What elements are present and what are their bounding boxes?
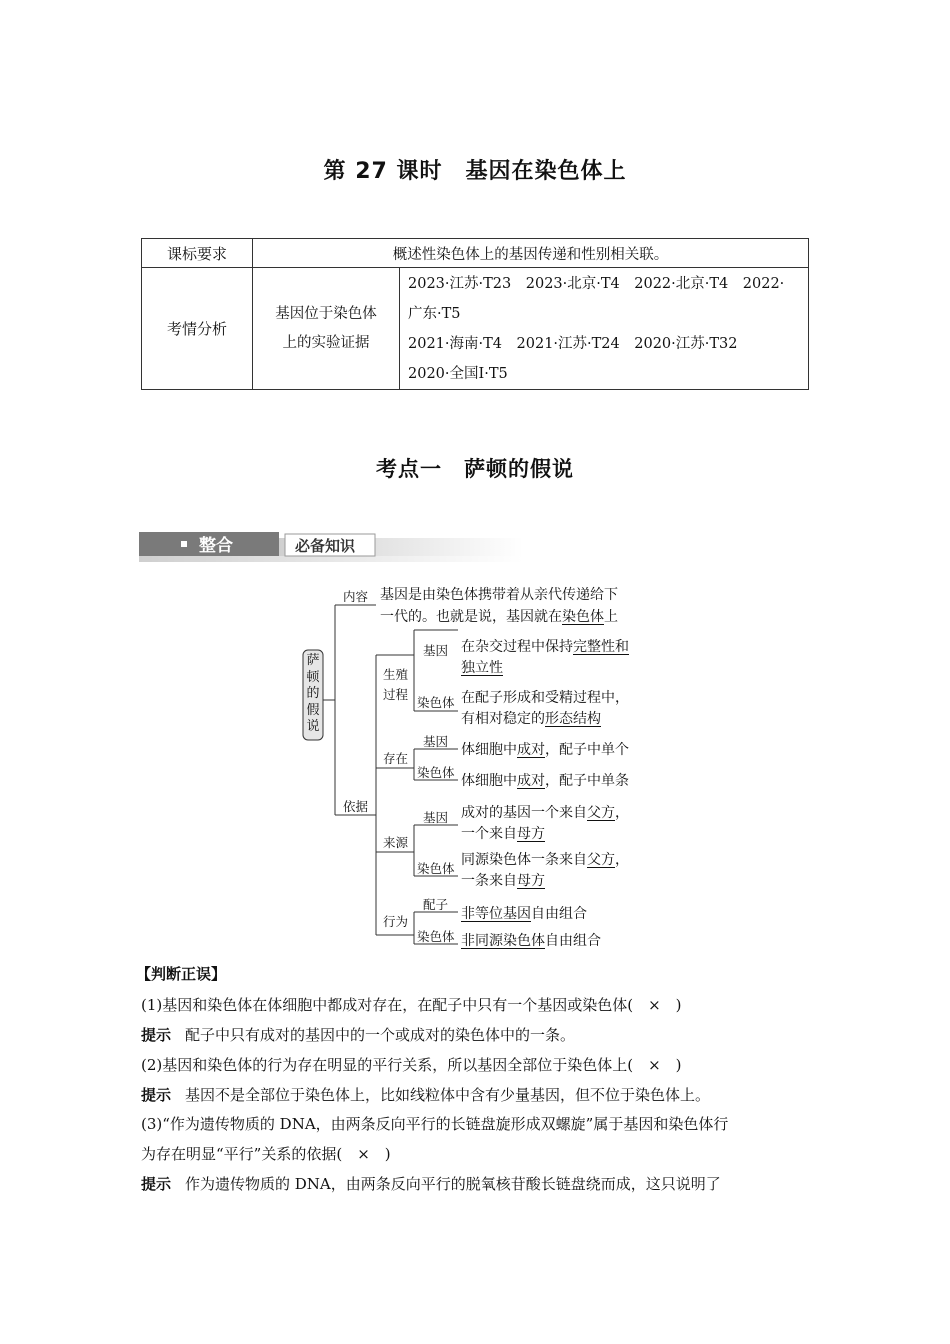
- source-gene-line2: 一个来自母方: [461, 826, 545, 842]
- judge-q3-line1: (3)“作为遗传物质的 DNA，由两条反向平行的长链盘旋形成双螺旋”属于基因和染色体行: [141, 1115, 729, 1133]
- section-title: 考点一 萨顿的假说: [376, 457, 574, 481]
- exist-gene-label: 基因: [423, 734, 449, 749]
- exist-gene-text: 体细胞中成对，配子中单个: [461, 742, 629, 758]
- analysis-refs-line1: 2023·江苏·T23 2023·北京·T4 2022·北京·T4 2022·: [408, 275, 785, 292]
- basis-label: 依据: [343, 799, 369, 814]
- behavior-chrom-text: 非同源染色体自由组合: [461, 933, 601, 949]
- repro-chrom-line2: 有相对稳定的形态结构: [461, 711, 601, 727]
- behavior-gamete-text: 非等位基因自由组合: [461, 906, 587, 922]
- analysis-refs-line2: 广东·T5: [408, 305, 461, 322]
- source-chrom-line2: 一条来自母方: [461, 873, 545, 889]
- page-title: 第 27 课时 基因在染色体上: [323, 159, 627, 184]
- judge-heading: 【判断正误】: [136, 965, 227, 983]
- concept-root: 萨 顿 的 假 说: [306, 653, 320, 734]
- repro-label-2: 过程: [383, 687, 409, 702]
- repro-label-1: 生殖: [383, 667, 409, 682]
- repro-gene-line1: 在杂交过程中保持完整性和: [461, 639, 629, 655]
- content-line1: 基因是由染色体携带着从亲代传递给下: [380, 587, 618, 603]
- repro-gene-line2: 独立性: [461, 660, 503, 676]
- source-label: 来源: [383, 835, 409, 850]
- judge-hint2: 提示 基因不是全部位于染色体上，比如线粒体中含有少量基因，但不位于染色体上。: [141, 1086, 711, 1104]
- judge-q2: (2)基因和染色体的行为存在明显的平行关系，所以基因全部位于染色体上( × ): [141, 1056, 682, 1074]
- source-gene-line1: 成对的基因一个来自父方，: [461, 805, 629, 821]
- analysis-label: 考情分析: [142, 268, 253, 390]
- source-gene-label: 基因: [423, 810, 449, 825]
- analysis-topic-line2: 上的实验证据: [282, 334, 370, 351]
- requirements-label: 课标要求: [142, 239, 253, 268]
- banner-left-label: 整合: [199, 536, 233, 556]
- source-chrom-line1: 同源染色体一条来自父方，: [461, 852, 629, 868]
- content-line2: 一代的。也就是说，基因就在染色体上: [380, 609, 618, 625]
- repro-gene-label: 基因: [423, 643, 449, 658]
- judge-hint1: 提示 配子中只有成对的基因中的一个或成对的染色体中的一条。: [141, 1026, 576, 1044]
- repro-chromosome-label: 染色体: [417, 695, 455, 710]
- judge-hint3: 提示 作为遗传物质的 DNA，由两条反向平行的脱氧核苷酸长链盘绕而成，这只说明了: [141, 1175, 721, 1193]
- exist-label: 存在: [383, 751, 409, 766]
- behavior-chromosome-label: 染色体: [417, 929, 455, 944]
- content-label: 内容: [343, 589, 369, 604]
- exist-chrom-text: 体细胞中成对，配子中单条: [461, 773, 629, 789]
- analysis-refs-line4: 2020·全国Ⅰ·T5: [408, 365, 508, 382]
- analysis-topic-line1: 基因位于染色体: [275, 305, 377, 322]
- banner-right-label: 必备知识: [295, 537, 356, 555]
- judge-q3-line2: 为存在明显“平行”关系的依据( × ): [141, 1145, 391, 1163]
- source-chromosome-label: 染色体: [417, 861, 455, 876]
- behavior-gamete-label: 配子: [423, 897, 449, 912]
- behavior-label: 行为: [383, 914, 409, 929]
- judge-q1: (1)基因和染色体在体细胞中都成对存在，在配子中只有一个基因或染色体( × ): [141, 996, 682, 1014]
- exist-chromosome-label: 染色体: [417, 765, 455, 780]
- requirements-content: 概述性染色体上的基因传递和性别相关联。: [253, 239, 809, 268]
- analysis-refs-line3: 2021·海南·T4 2021·江苏·T24 2020·江苏·T32: [408, 335, 738, 352]
- repro-chrom-line1: 在配子形成和受精过程中，: [461, 690, 629, 706]
